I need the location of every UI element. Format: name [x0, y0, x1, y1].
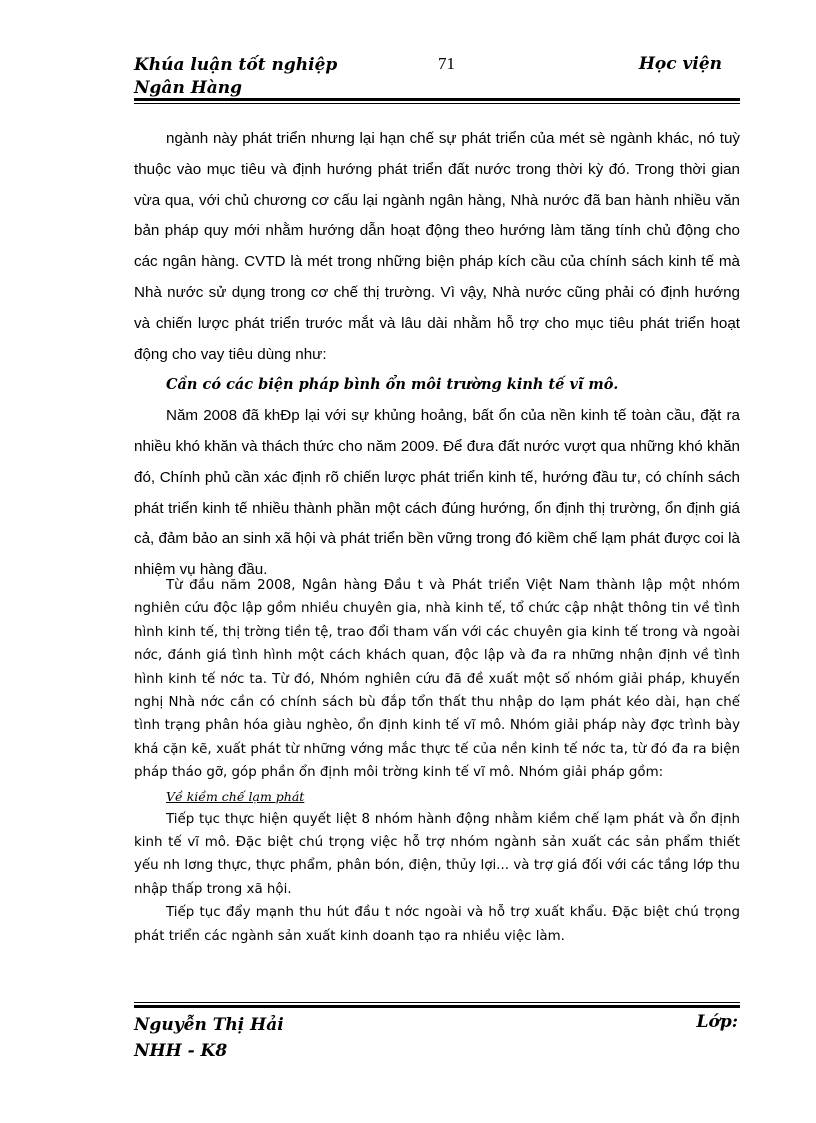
paragraph-4: Tiếp tục thực hiện quyết liệt 8 nhóm hành động nhằm kiềm chế lạm phát và ổn định kinh tế vĩ mô. Đặc biệt chú trọng việc hỗ trợ nhóm ngành sản xuất các sản phẩm thiết yếu nh lơng thực, thực phẩm, phân bón, điện, thủy lợi... và trợ giá đối với các tầng lớp thu nhập thấp trong xã hội. — [134, 811, 740, 897]
body-section-top — [134, 124, 740, 586]
header-rule-thin — [134, 103, 740, 104]
footer-author: Nguyễn Thị Hải — [134, 1015, 284, 1035]
subheading: Về kiềm chế lạm phát — [166, 788, 305, 804]
footer-class-code: NHH - K8 — [134, 1041, 228, 1061]
header-department: Ngân Hàng — [134, 78, 243, 98]
paragraph-5: Tiếp tục đẩy mạnh thu hút đầu t nớc ngoài và hỗ trợ xuất khẩu. Đặc biệt chú trọng phát triển các ngành sản xuất kinh doanh tạo ra nhiều việc làm. — [134, 905, 740, 944]
paragraph-2: Năm 2008 đã khĐp lại với sự khủng hoảng, bất ổn của nền kinh tế toàn cầu, đặt ra nhiều khó khăn và thách thức cho năm 2009. Để đưa đất nước vượt qua những khó khăn đó, Chính phủ cần xác định rõ chiến lược phát triển kinh tế, hướng đầu tư, có chính sách phát triển kinh tế nhiều thành phần một cách đúng hướng, ổn định thị trường, ổn định giá cả, đảm bảo an sinh xã hội và phát triển bền vững trong đó kiềm chế lạm phát được coi là nhiệm vụ hàng đầu. — [134, 407, 740, 579]
header-rule-thick — [134, 98, 740, 101]
paragraph-1: ngành này phát triển nhưng lại hạn chế sự phát triển của mét sè ngành khác, nó tuỳ thuộc vào mục tiêu và định hướng phát triển đất nước trong thời kỳ đó. Trong thời gian vừa qua, với chủ chương cơ cấu lại ngành ngân hàng, Nhà nước đã ban hành nhiều văn bản pháp quy mới nhằm hướng dẫn hoạt động theo hướng làm tăng tính chủ động cho các ngân hàng. CVTD là mét trong những biện pháp kích cầu của chính sách kinh tế mà Nhà nước sử dụng trong cơ chế thị trường. Vì vậy, Nhà nước cũng phải có định hướng và chiến lược phát triển trước mắt và lâu dài nhằm hỗ trợ cho mục tiêu phát triển hoạt động cho vay tiêu dùng như: — [134, 130, 740, 363]
footer-rule-thin — [134, 1002, 740, 1003]
footer-rule-thick — [134, 1005, 740, 1008]
page-number: 71 — [438, 54, 455, 73]
header-thesis-title: Khúa luận tốt nghiệp — [134, 55, 338, 75]
section-heading: Cần có các biện pháp bình ổn môi trường kinh tế vĩ mô. — [166, 376, 619, 394]
body-section-bottom — [134, 574, 740, 948]
paragraph-3: Từ đầu năm 2008, Ngân hàng Đầu t và Phát triển Việt Nam thành lập một nhóm nghiên cứu độc lập gồm nhiều chuyên gia, nhà kinh tế, tổ chức cập nhật thông tin về tình hình kinh tế, thị trờng tiền tệ, trao đổi tham vấn với các chuyên gia kinh tế trong và ngoài nớc, đánh giá tình hình một cách khách quan, độc lập và đa ra những nhận định về tình hình kinh tế nớc ta. Từ đó, Nhóm nghiên cứu đã đề xuất một số nhóm giải pháp, khuyến nghị Nhà nớc cần có chính sách bù đắp tổn thất thu nhập do lạm phát kéo dài, hạn chế tình trạng phân hóa giàu nghèo, ổn định kinh tế vĩ mô. Nhóm giải pháp này đợc trình bày khá cặn kẽ, xuất phát từ những vớng mắc thực tế của nền kinh tế nớc ta, từ đó đa ra biện pháp tháo gỡ, góp phần ổn định môi trờng kinh tế vĩ mô. Nhóm giải pháp gồm: — [134, 578, 740, 781]
footer-class-label: Lớp: — [696, 1012, 738, 1032]
footer-left — [134, 1012, 284, 1064]
header-institution: Học viện — [638, 54, 722, 74]
header-left — [134, 54, 337, 100]
